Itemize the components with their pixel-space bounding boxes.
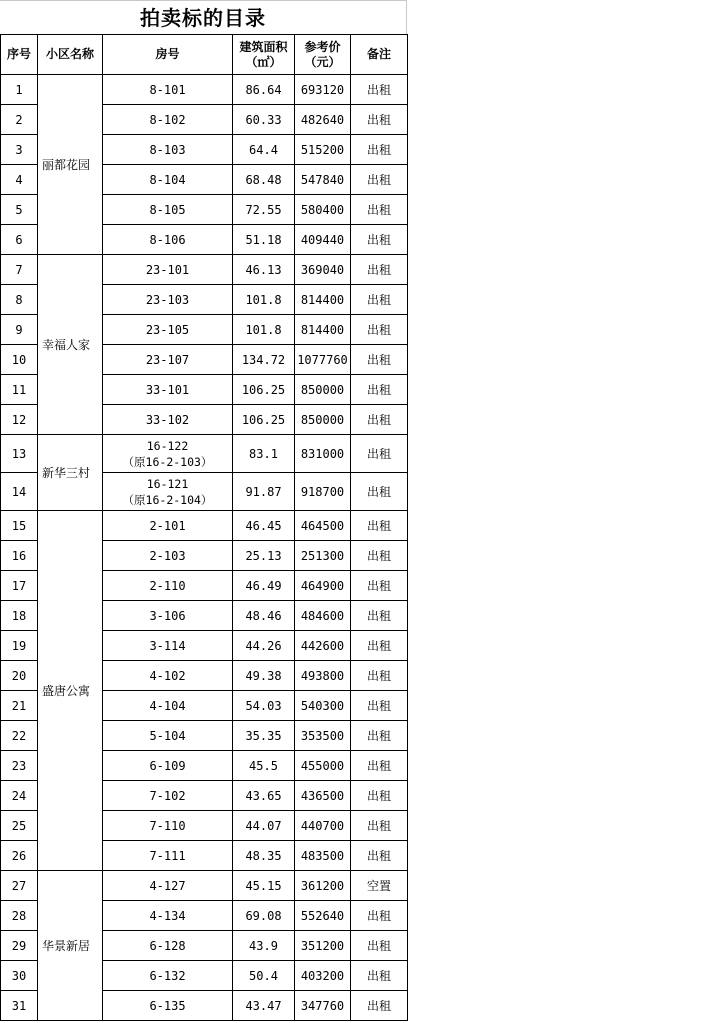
cell-price: 814400: [295, 285, 351, 315]
cell-area: 46.45: [233, 511, 295, 541]
cell-price: 484600: [295, 601, 351, 631]
header-community: 小区名称: [38, 35, 103, 75]
cell-area: 86.64: [233, 75, 295, 105]
cell-price: 1077760: [295, 345, 351, 375]
cell-note: 出租: [351, 811, 408, 841]
cell-seq: 25: [1, 811, 38, 841]
cell-area: 44.26: [233, 631, 295, 661]
cell-area: 44.07: [233, 811, 295, 841]
cell-seq: 20: [1, 661, 38, 691]
cell-note: 空置: [351, 871, 408, 901]
table-body: [1, 75, 408, 1021]
cell-room: 23-105: [103, 315, 233, 345]
cell-price: 351200: [295, 931, 351, 961]
cell-area: 68.48: [233, 165, 295, 195]
cell-area: 134.72: [233, 345, 295, 375]
cell-note: 出租: [351, 751, 408, 781]
cell-area: 106.25: [233, 405, 295, 435]
cell-price: 493800: [295, 661, 351, 691]
page-title: 拍卖标的目录: [0, 0, 407, 34]
cell-price: 483500: [295, 841, 351, 871]
cell-note: 出租: [351, 631, 408, 661]
cell-seq: 5: [1, 195, 38, 225]
cell-note: 出租: [351, 405, 408, 435]
table-row: [1, 75, 408, 105]
room-original-number: （原16-2-103）: [122, 454, 213, 469]
cell-room: 7-110: [103, 811, 233, 841]
cell-area: 45.5: [233, 751, 295, 781]
cell-price: 347760: [295, 991, 351, 1021]
cell-area: 50.4: [233, 961, 295, 991]
cell-price: 850000: [295, 375, 351, 405]
cell-room: 6-132: [103, 961, 233, 991]
header-area-line2: （㎡）: [245, 54, 282, 69]
cell-note: 出租: [351, 901, 408, 931]
cell-note: 出租: [351, 473, 408, 511]
cell-room: 23-107: [103, 345, 233, 375]
cell-seq: 6: [1, 225, 38, 255]
cell-price: 547840: [295, 165, 351, 195]
cell-price: 580400: [295, 195, 351, 225]
cell-price: 361200: [295, 871, 351, 901]
cell-price: 369040: [295, 255, 351, 285]
cell-seq: 26: [1, 841, 38, 871]
cell-note: 出租: [351, 135, 408, 165]
cell-seq: 2: [1, 105, 38, 135]
cell-note: 出租: [351, 511, 408, 541]
room-number: 16-122: [146, 438, 189, 453]
cell-area: 51.18: [233, 225, 295, 255]
cell-room: 8-101: [103, 75, 233, 105]
cell-note: 出租: [351, 165, 408, 195]
cell-price: 918700: [295, 473, 351, 511]
cell-note: 出租: [351, 345, 408, 375]
cell-room: 8-106: [103, 225, 233, 255]
cell-price: 464500: [295, 511, 351, 541]
cell-community: 新华三村: [38, 435, 103, 511]
cell-area: 69.08: [233, 901, 295, 931]
cell-seq: 10: [1, 345, 38, 375]
cell-area: 101.8: [233, 315, 295, 345]
cell-seq: 18: [1, 601, 38, 631]
cell-price: 831000: [295, 435, 351, 473]
cell-room: [103, 435, 233, 473]
cell-seq: 28: [1, 901, 38, 931]
cell-note: 出租: [351, 781, 408, 811]
cell-seq: 31: [1, 991, 38, 1021]
cell-room: 8-105: [103, 195, 233, 225]
cell-room: 23-103: [103, 285, 233, 315]
cell-note: 出租: [351, 315, 408, 345]
cell-seq: 23: [1, 751, 38, 781]
cell-seq: 30: [1, 961, 38, 991]
cell-community: 丽都花园: [38, 75, 103, 255]
cell-seq: 17: [1, 571, 38, 601]
cell-note: 出租: [351, 541, 408, 571]
cell-note: 出租: [351, 841, 408, 871]
header-room: 房号: [103, 35, 233, 75]
cell-room: 6-109: [103, 751, 233, 781]
cell-note: 出租: [351, 375, 408, 405]
cell-seq: 12: [1, 405, 38, 435]
cell-area: 83.1: [233, 435, 295, 473]
cell-room: 2-110: [103, 571, 233, 601]
header-price-line2: （元）: [304, 54, 341, 69]
cell-seq: 14: [1, 473, 38, 511]
auction-table: [0, 34, 408, 1021]
cell-room: 4-127: [103, 871, 233, 901]
cell-price: 436500: [295, 781, 351, 811]
cell-room: 4-102: [103, 661, 233, 691]
cell-community: 华景新居: [38, 871, 103, 1021]
cell-area: 43.65: [233, 781, 295, 811]
cell-price: 850000: [295, 405, 351, 435]
cell-price: 442600: [295, 631, 351, 661]
cell-room: 6-135: [103, 991, 233, 1021]
cell-area: 54.03: [233, 691, 295, 721]
cell-seq: 15: [1, 511, 38, 541]
cell-price: 455000: [295, 751, 351, 781]
header-area: [233, 35, 295, 75]
cell-area: 35.35: [233, 721, 295, 751]
table-row: [1, 255, 408, 285]
cell-room: 5-104: [103, 721, 233, 751]
table-row: [1, 511, 408, 541]
room-number: 16-121: [146, 476, 189, 491]
table-row: [1, 435, 408, 473]
cell-area: 106.25: [233, 375, 295, 405]
cell-seq: 22: [1, 721, 38, 751]
cell-area: 64.4: [233, 135, 295, 165]
cell-room: 3-106: [103, 601, 233, 631]
cell-price: 814400: [295, 315, 351, 345]
cell-seq: 7: [1, 255, 38, 285]
cell-note: 出租: [351, 105, 408, 135]
cell-room: 23-101: [103, 255, 233, 285]
cell-room: 33-101: [103, 375, 233, 405]
table-header: [1, 35, 408, 75]
cell-seq: 1: [1, 75, 38, 105]
cell-area: 48.46: [233, 601, 295, 631]
cell-seq: 21: [1, 691, 38, 721]
cell-price: 464900: [295, 571, 351, 601]
cell-area: 43.9: [233, 931, 295, 961]
header-area-line1: 建筑面积: [239, 39, 288, 54]
cell-price: 440700: [295, 811, 351, 841]
cell-room: 8-102: [103, 105, 233, 135]
cell-room: 2-101: [103, 511, 233, 541]
cell-area: 46.13: [233, 255, 295, 285]
cell-seq: 16: [1, 541, 38, 571]
header-row: [1, 35, 408, 75]
cell-note: 出租: [351, 435, 408, 473]
cell-community: 幸福人家: [38, 255, 103, 435]
cell-seq: 13: [1, 435, 38, 473]
cell-area: 101.8: [233, 285, 295, 315]
header-price: [295, 35, 351, 75]
cell-note: 出租: [351, 75, 408, 105]
cell-note: 出租: [351, 285, 408, 315]
cell-area: 25.13: [233, 541, 295, 571]
cell-seq: 29: [1, 931, 38, 961]
cell-seq: 19: [1, 631, 38, 661]
cell-price: 540300: [295, 691, 351, 721]
cell-price: 482640: [295, 105, 351, 135]
cell-area: 45.15: [233, 871, 295, 901]
cell-room: 7-102: [103, 781, 233, 811]
cell-room: 4-104: [103, 691, 233, 721]
cell-room: 2-103: [103, 541, 233, 571]
cell-note: 出租: [351, 571, 408, 601]
cell-area: 49.38: [233, 661, 295, 691]
cell-price: 552640: [295, 901, 351, 931]
cell-area: 48.35: [233, 841, 295, 871]
cell-room: 4-134: [103, 901, 233, 931]
table-row: [1, 871, 408, 901]
cell-note: 出租: [351, 721, 408, 751]
cell-note: 出租: [351, 961, 408, 991]
cell-room: 7-111: [103, 841, 233, 871]
cell-area: 72.55: [233, 195, 295, 225]
cell-area: 46.49: [233, 571, 295, 601]
cell-room: [103, 473, 233, 511]
cell-note: 出租: [351, 931, 408, 961]
cell-note: 出租: [351, 225, 408, 255]
cell-seq: 11: [1, 375, 38, 405]
cell-note: 出租: [351, 601, 408, 631]
header-price-line1: 参考价: [304, 39, 341, 54]
cell-price: 409440: [295, 225, 351, 255]
cell-seq: 4: [1, 165, 38, 195]
cell-price: 403200: [295, 961, 351, 991]
cell-area: 60.33: [233, 105, 295, 135]
cell-room: 8-104: [103, 165, 233, 195]
cell-seq: 8: [1, 285, 38, 315]
cell-price: 693120: [295, 75, 351, 105]
header-note: 备注: [351, 35, 408, 75]
cell-seq: 24: [1, 781, 38, 811]
cell-room: 3-114: [103, 631, 233, 661]
cell-room: 33-102: [103, 405, 233, 435]
cell-seq: 27: [1, 871, 38, 901]
room-original-number: （原16-2-104）: [122, 492, 213, 507]
cell-area: 43.47: [233, 991, 295, 1021]
cell-note: 出租: [351, 991, 408, 1021]
header-seq: 序号: [1, 35, 38, 75]
cell-community: 盛唐公寓: [38, 511, 103, 871]
cell-price: 353500: [295, 721, 351, 751]
cell-price: 515200: [295, 135, 351, 165]
cell-price: 251300: [295, 541, 351, 571]
cell-note: 出租: [351, 195, 408, 225]
cell-room: 6-128: [103, 931, 233, 961]
cell-seq: 9: [1, 315, 38, 345]
cell-seq: 3: [1, 135, 38, 165]
cell-note: 出租: [351, 661, 408, 691]
cell-room: 8-103: [103, 135, 233, 165]
cell-note: 出租: [351, 691, 408, 721]
cell-note: 出租: [351, 255, 408, 285]
cell-area: 91.87: [233, 473, 295, 511]
